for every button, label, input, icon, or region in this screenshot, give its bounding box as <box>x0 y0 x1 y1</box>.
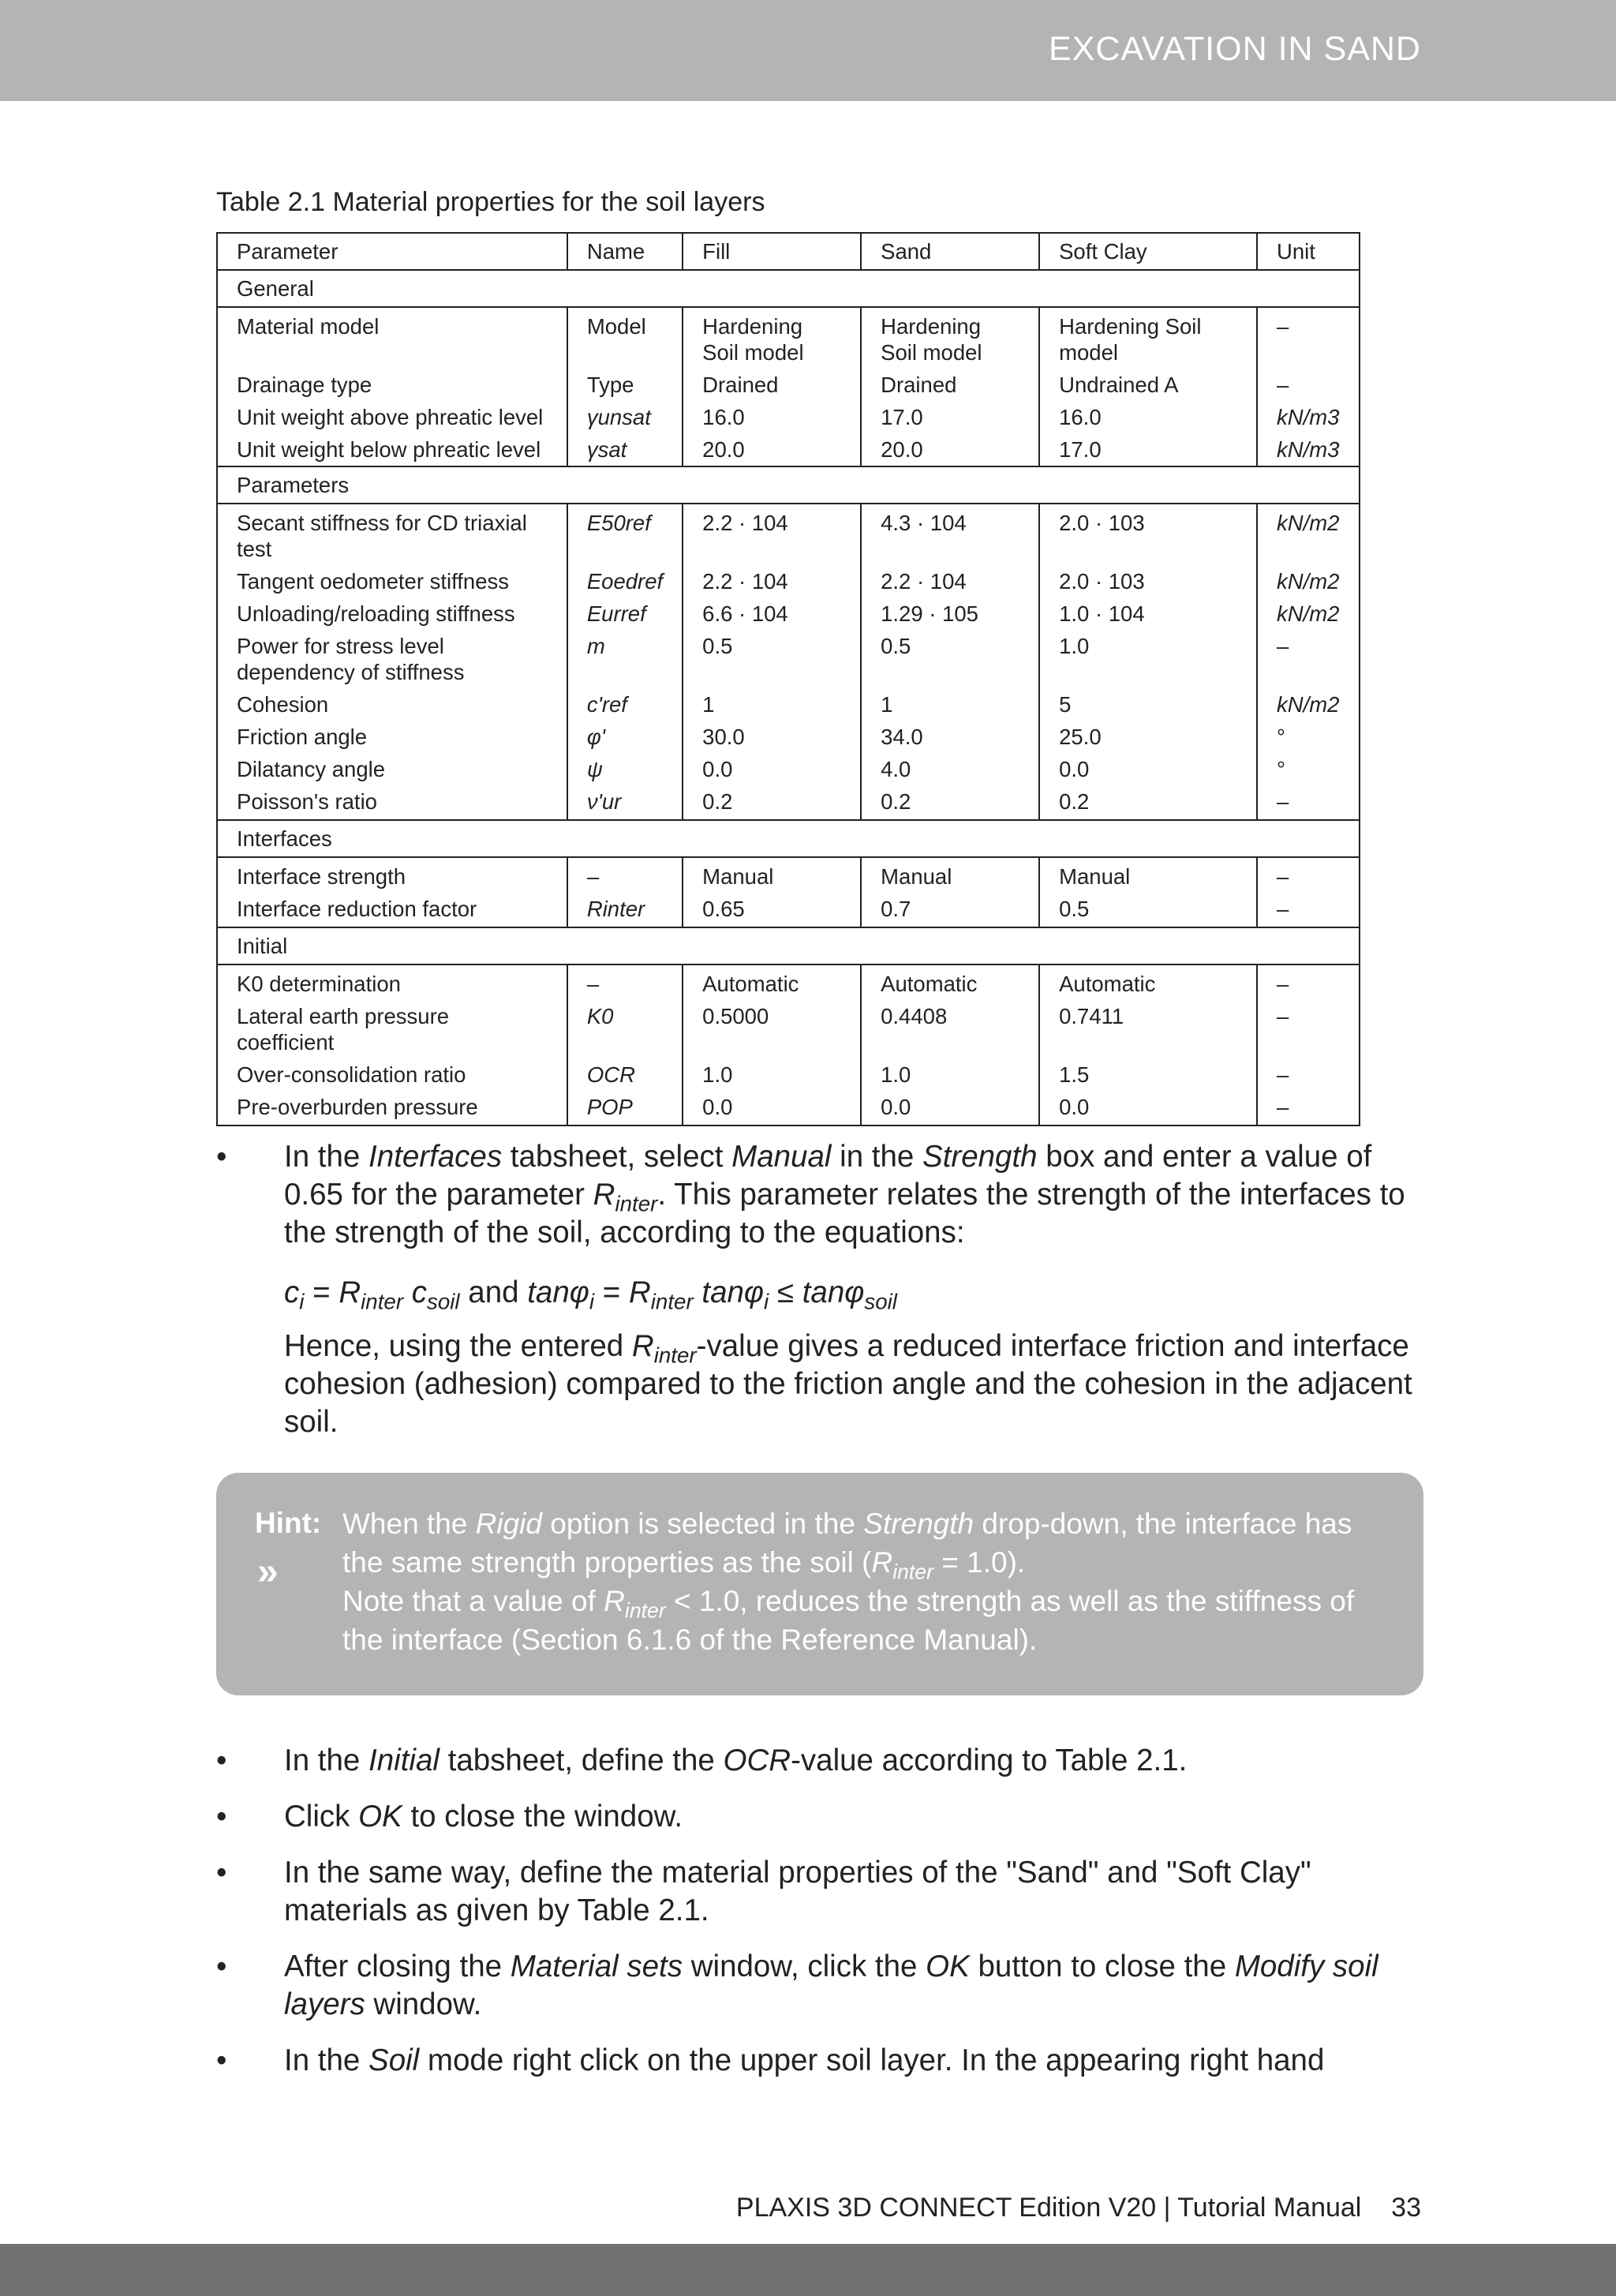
bullet-text: In the Interfaces tabsheet, select Manual in the Strength box and enter a value of 0.65 for the parameter $R_{inter}$. This parameter relates the strength of the interfaces to the strength of the soil, according to the equations: <box>284 1140 1405 1249</box>
page-footer: PLAXIS 3D CONNECT Edition V20 | Tutorial Manual 33 <box>735 2193 1421 2223</box>
table-row: Lateral earth pressure coefficient K0 0.5000 0.4408 0.7411 – <box>217 1000 1360 1058</box>
col-header-name: Name <box>567 233 683 270</box>
table-header-row <box>217 233 1360 270</box>
table-row: Unit weight below phreatic level γsat 20.0 20.0 17.0 kN/m3 <box>217 433 1360 466</box>
table-row: Interface reduction factor Rinter 0.65 0.7 0.5 – <box>217 893 1360 927</box>
table-row: Friction angle φ' 30.0 34.0 25.0 ° <box>217 721 1360 753</box>
table-row: Pre-overburden pressure POP 0.0 0.0 0.0 – <box>217 1091 1360 1126</box>
section-initial: Initial <box>217 927 1360 964</box>
table-caption: Table 2.1 Material properties for the soil layers <box>216 187 765 217</box>
material-properties-table <box>216 232 1360 1126</box>
table-row: Dilatancy angle ψ 0.0 4.0 0.0 ° <box>217 753 1360 785</box>
col-header-sand: Sand <box>861 233 1039 270</box>
table-row: Unloading/reloading stiffness Eurref 6.6 · 104 1.29 · 105 1.0 · 104 kN/m2 <box>217 597 1360 630</box>
hint-text: When the Rigid option is selected in the Strength drop-down, the interface has the same strength properties as the soil $(R_{inter} = 1.0)$. Note that a value of $R_{inter} < 1.0$, reduces the strength as well as the stiffness of the interface (Section 6.1.6 of the Reference Manual). <box>342 1508 1355 1656</box>
hint-label: Hint: <box>255 1507 322 1539</box>
section-interfaces: Interfaces <box>217 820 1360 857</box>
table-row: Tangent oedometer stiffness Eoedref 2.2 · 104 2.2 · 104 2.0 · 103 kN/m2 <box>217 565 1360 597</box>
bullet-interfaces <box>216 1138 1431 1264</box>
hence-paragraph: Hence, using the entered $R_{inter}$-value gives a reduced interface friction and interface cohesion (adhesion) compared to the friction angle and the cohesion in the adjacent soil. <box>284 1329 1412 1439</box>
table-row: Power for stress level dependency of stiffness m 0.5 0.5 1.0 – <box>217 630 1360 688</box>
table-row: Material model Model Hardening Soil model Hardening Soil model Hardening Soil model – <box>217 307 1360 369</box>
chapter-title: EXCAVATION IN SAND <box>1049 30 1421 68</box>
bullet-marker: • <box>216 1140 227 1174</box>
table-row: Drainage type Type Drained Drained Undrained A – <box>217 369 1360 401</box>
table-row: Interface strength – Manual Manual Manual – <box>217 857 1360 893</box>
footer-bar <box>0 2244 1616 2296</box>
interface-equation: $c_i = R_{inter}$ $c_{soil}$ and $\tan\varphi_i = R_{inter}$ tanφ$_i$ ≤ tanφ$_{soil}$ <box>284 1275 897 1314</box>
table-row: Over-consolidation ratio OCR 1.0 1.0 1.5 – <box>217 1058 1360 1091</box>
section-parameters: Parameters <box>217 466 1360 504</box>
section-general: General <box>217 270 1360 307</box>
col-header-fill: Fill <box>683 233 861 270</box>
col-header-soft-clay: Soft Clay <box>1039 233 1257 270</box>
table-row: Cohesion c'ref 1 1 5 kN/m2 <box>217 688 1360 721</box>
col-header-unit: Unit <box>1257 233 1360 270</box>
table-row: Unit weight above phreatic level γunsat 16.0 17.0 16.0 kN/m3 <box>217 401 1360 433</box>
hint-box <box>216 1473 1423 1695</box>
page-number: 33 <box>1391 2193 1421 2223</box>
table-row: K0 determination – Automatic Automatic Automatic – <box>217 964 1360 1000</box>
col-header-parameter: Parameter <box>217 233 567 270</box>
table-row: Secant stiffness for CD triaxial test E50ref 2.2 · 104 4.3 · 104 2.0 · 103 kN/m2 <box>217 504 1360 565</box>
table-row: Poisson's ratio ν'ur 0.2 0.2 0.2 – <box>217 785 1360 820</box>
double-chevron-icon: » <box>257 1551 279 1593</box>
